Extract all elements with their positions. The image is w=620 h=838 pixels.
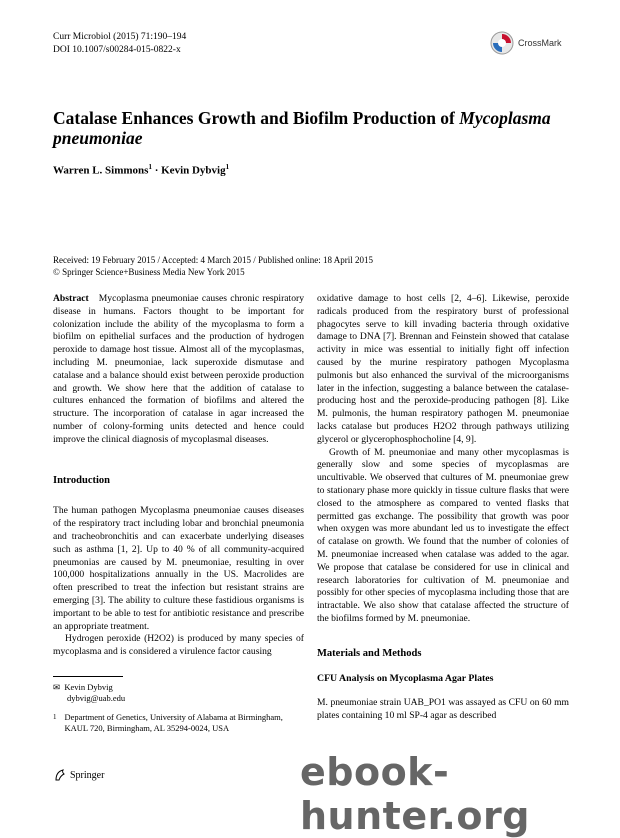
publisher-name: Springer — [70, 769, 105, 781]
journal-header — [53, 31, 186, 57]
author-1-affiliation: 1 — [148, 163, 152, 171]
methods-paragraph: M. pneumoniae strain UAB_PO1 was assayed as CFU on 60 mm plates containing 10 ml SP-4 agar as described — [317, 697, 569, 722]
cfu-subheading: CFU Analysis on Mycoplasma Agar Plates — [317, 672, 494, 684]
right-paragraph-2: Growth of M. pneumoniae and many other mycoplasmas is generally slow and some species of mycoplasmas are uncultivable. We observed that cultures of M. pneumoniae grew to stationary phase more quickly in tissue culture flasks that were closed to the atmosphere as compared to vented flasks that permitted gas exchange. The possibility that growth was poor when oxygen was more abundant led us to investigate the effect of catalase on growth. We found that the number of colonies of M. pneumoniae increased when catalase was added to the agar. We propose that catalase be considered for use in clinical and research laboratories for cultivation of M. pneumoniae and possibly for other species of mycoplasma including those that are intractable. We also show that catalase affected the structure of the biofilms formed by M. pneumoniae. — [317, 446, 569, 624]
abstract-label: Abstract — [53, 293, 89, 304]
crossmark-label: CrossMark — [518, 38, 562, 48]
affiliation-note — [53, 712, 303, 734]
journal-citation: Curr Microbiol (2015) 71:190–194 — [53, 32, 187, 42]
affiliation-text: Department of Genetics, University of Alabama at Birmingham, KAUL 720, Birmingham, AL 35294-0024, USA — [64, 712, 283, 733]
received-dates: Received: 19 February 2015 / Accepted: 4 March 2015 / Published online: 18 April 2015 — [53, 255, 373, 265]
corresponding-email[interactable]: dybvig@uab.edu — [67, 693, 126, 703]
publisher-footer — [53, 768, 104, 782]
title-organism: Mycoplasma pneumoniae — [53, 108, 551, 148]
author-2-affiliation: 1 — [225, 163, 230, 171]
article-title — [53, 108, 573, 148]
envelope-icon: ✉ — [53, 682, 61, 692]
right-paragraph-1: oxidative damage to host cells [2, 4–6]. Likewise, peroxide radicals produced from the respiratory burst of professional phagocytes serve to kill invading bacteria through oxidative damage to DNA [7]. Brennan and Feinstein showed that catalase activity in mice was essential to initially fight off infection caused by the murine respiratory pathogen Mycoplasma pulmonis but also enhanced the survival of the microorganisms later in the infection, suggesting a balance between the catalase-producing host and the peroxide-producing pathogen [8]. Like M. pulmonis, the human respiratory pathogen M. pneumoniae lacks catalase but produces H2O2 through pathways utilizing glycerol or glycerophosphocholine [4, 9]. — [317, 293, 569, 445]
springer-horse-icon — [53, 768, 67, 782]
author-2: Kevin Dybvig — [161, 164, 226, 177]
left-column — [53, 293, 304, 659]
copyright: © Springer Science+Business Media New York 2015 — [53, 266, 245, 277]
watermark: ebook-hunter.org — [300, 750, 530, 838]
abstract-text: Mycoplasma pneumoniae causes chronic respiratory disease in humans. Factors thought to be important for colonization include the ability of the mycoplasma to form a biofilm on epithelial surfaces and the production of hydrogen peroxide to damage host tissue. Almost all of the mycoplasmas, including M. pneumoniae, lack superoxide dismutase and catalase and a balance should exist between peroxide production and growth. We show here that the addition of catalase to cultures enhanced the formation of biofilms and altered the structure. The incorporation of catalase in agar increased the number of colony-forming units detected and hence could improve the clinical diagnosis of mycoplasmal diseases. — [53, 293, 304, 445]
author-list — [53, 163, 229, 177]
intro-paragraph-2: Hydrogen peroxide (H2O2) is produced by many species of mycoplasma and is considered a virulence factor causing — [53, 633, 304, 658]
methods-heading: Materials and Methods — [317, 647, 422, 659]
affiliation-number: 1 — [53, 713, 57, 721]
author-separator: · — [151, 164, 162, 177]
intro-paragraph-1: The human pathogen Mycoplasma pneumoniae causes diseases of the respiratory tract including lobar and bronchial pneumonia and tracheobronchitis and can exacerbate underlying diseases such as asthma [1, 2]. Up to 40 % of all community-acquired pneumonias are caused by M. pneumoniae, resulting in over 100,000 hospitalizations annually in the US. Macrolides are often prescribed to treat the infection but resistant strains are emerging [3]. The ability to culture these fastidious organisms is important to be able to test for antibiotic resistance and prescribe an appropriate treatment. — [53, 505, 304, 632]
author-1: Warren L. Simmons — [53, 164, 149, 177]
title-main: Catalase Enhances Growth and Biofilm Production of — [53, 108, 460, 128]
article-dates — [53, 255, 373, 278]
doi: DOI 10.1007/s00284-015-0822-x — [53, 45, 181, 55]
right-column — [317, 293, 569, 723]
crossmark-icon — [490, 31, 514, 55]
abstract — [53, 293, 304, 447]
corresponding-author — [53, 682, 125, 704]
corresponding-name: Kevin Dybvig — [64, 682, 113, 692]
crossmark-badge[interactable] — [490, 30, 580, 56]
introduction-heading: Introduction — [53, 474, 110, 486]
footnote-divider — [53, 676, 123, 677]
